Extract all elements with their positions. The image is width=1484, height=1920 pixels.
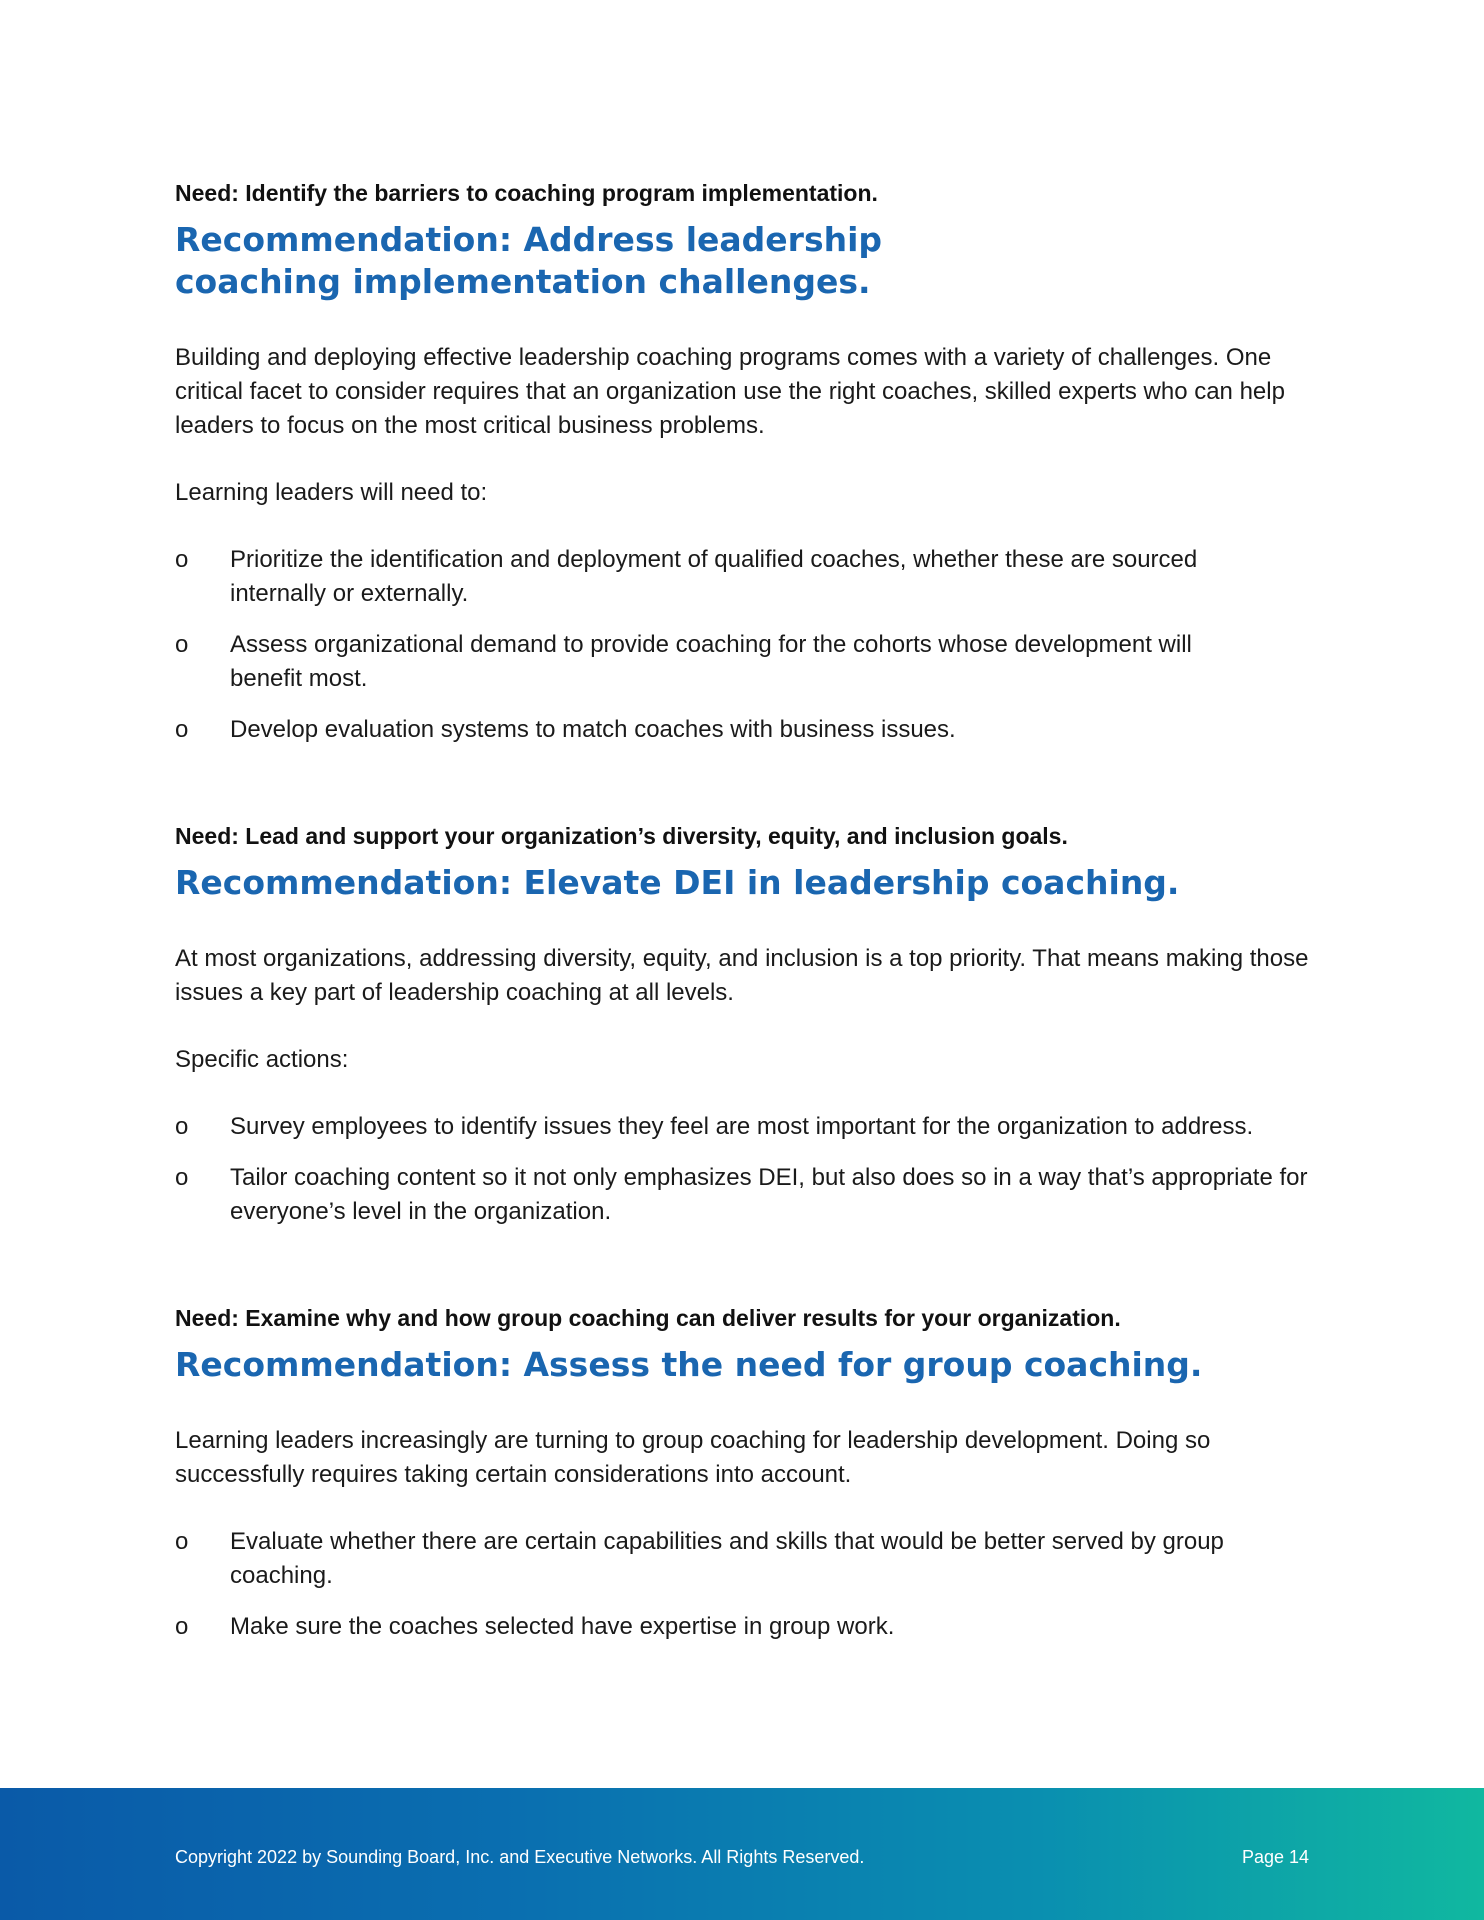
list-item bbox=[175, 1161, 1315, 1229]
list-item-text: Prioritize the identification and deployment of qualified coaches, whether these are sourced internally or externally. bbox=[230, 546, 1198, 607]
list-item-text: Tailor coaching content so it not only emphasizes DEI, but also does so in a way that’s appropriate for everyone’s level in the organization. bbox=[230, 1164, 1308, 1225]
need-heading: Need: Examine why and how group coaching can deliver results for your organization. bbox=[175, 1305, 1121, 1331]
list-item bbox=[175, 1525, 1315, 1593]
list-item-text: Make sure the coaches selected have expertise in group work. bbox=[230, 1613, 895, 1640]
body-paragraph: Learning leaders will need to: bbox=[175, 479, 488, 506]
list-item-text: Evaluate whether there are certain capabilities and skills that would be better served by group coaching. bbox=[230, 1528, 1224, 1589]
circle-bullet-icon: o bbox=[175, 631, 189, 658]
section-dei bbox=[175, 821, 1315, 1229]
list-item bbox=[175, 628, 1315, 696]
page-number: Page 14 bbox=[1241, 1847, 1309, 1867]
copyright-text: Copyright 2022 by Sounding Board, Inc. and Executive Networks. All Rights Reserved. bbox=[175, 1847, 865, 1867]
list-item-text: Assess organizational demand to provide coaching for the cohorts whose development will benefit most. bbox=[230, 631, 1192, 692]
circle-bullet-icon: o bbox=[175, 546, 189, 573]
circle-bullet-icon: o bbox=[175, 1164, 189, 1191]
page-footer bbox=[0, 1788, 1484, 1920]
recommendation-heading: Recommendation: Elevate DEI in leadership coaching. bbox=[175, 863, 1180, 902]
body-paragraph: At most organizations, addressing diversity, equity, and inclusion is a top priority. That means making those issues a key part of leadership coaching at all levels. bbox=[175, 945, 1309, 1006]
circle-bullet-icon: o bbox=[175, 1528, 189, 1555]
page-content bbox=[175, 178, 1315, 1644]
bullet-list bbox=[175, 543, 1315, 747]
list-item-text: Survey employees to identify issues they feel are most important for the organization to address. bbox=[230, 1113, 1254, 1140]
body-paragraph: Specific actions: bbox=[175, 1046, 349, 1073]
recommendation-heading: Recommendation: Address leadership coaching implementation challenges. bbox=[175, 220, 883, 301]
list-item bbox=[175, 1610, 1315, 1644]
section-coaching-barriers bbox=[175, 178, 1315, 747]
body-paragraph: Building and deploying effective leadership coaching programs comes with a variety of challenges. One critical facet to consider requires that an organization use the right coaches, skilled experts who can help leaders to focus on the most critical business problems. bbox=[175, 344, 1285, 439]
circle-bullet-icon: o bbox=[175, 716, 189, 743]
circle-bullet-icon: o bbox=[175, 1613, 189, 1640]
circle-bullet-icon: o bbox=[175, 1113, 189, 1140]
bullet-list bbox=[175, 1110, 1315, 1229]
list-item bbox=[175, 713, 1315, 747]
list-item bbox=[175, 1110, 1315, 1144]
list-item bbox=[175, 543, 1315, 611]
recommendation-heading: Recommendation: Assess the need for group coaching. bbox=[175, 1345, 1203, 1384]
section-group-coaching bbox=[175, 1303, 1315, 1644]
list-item-text: Develop evaluation systems to match coaches with business issues. bbox=[230, 716, 956, 743]
bullet-list bbox=[175, 1525, 1315, 1644]
body-paragraph: Learning leaders increasingly are turning to group coaching for leadership development. Doing so successfully requires taking certain considerations into account. bbox=[175, 1427, 1211, 1488]
need-heading: Need: Identify the barriers to coaching program implementation. bbox=[175, 180, 878, 206]
need-heading: Need: Lead and support your organization’s diversity, equity, and inclusion goals. bbox=[175, 823, 1068, 849]
